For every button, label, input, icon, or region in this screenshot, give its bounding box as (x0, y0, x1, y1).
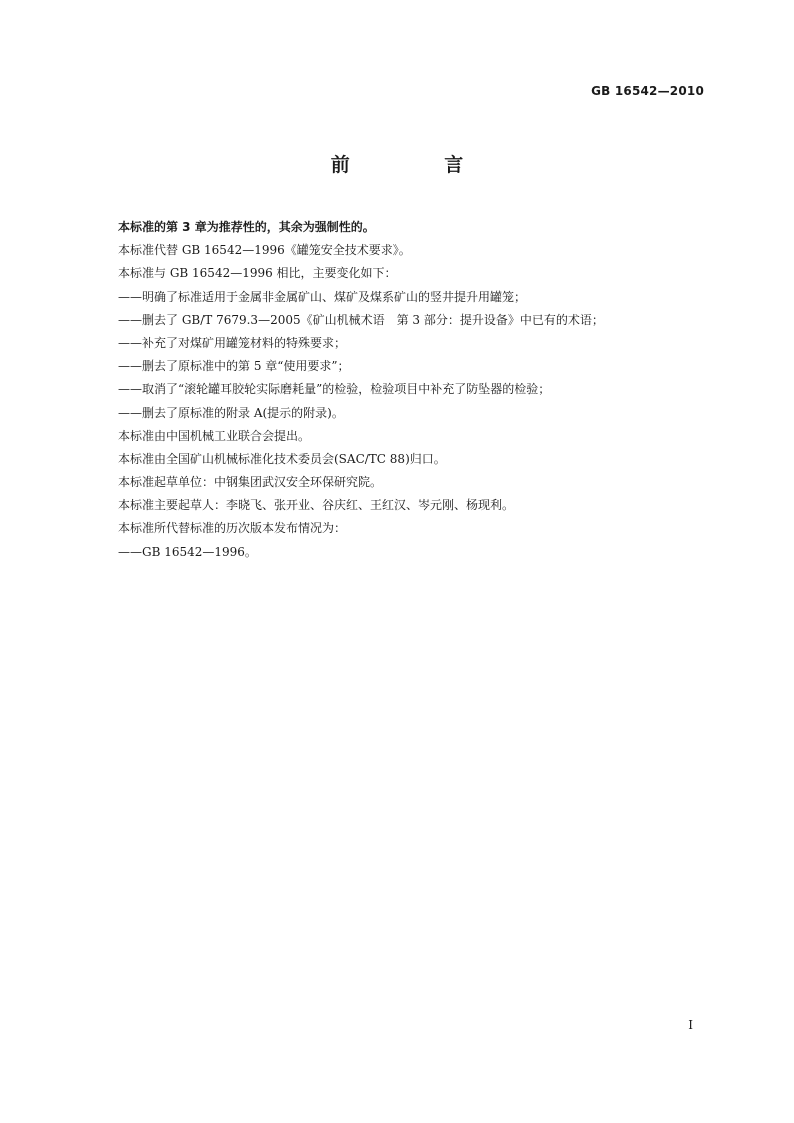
list-item: ——明确了标准适用于金属非金属矿山、煤矿及煤系矿山的竖井提升用罐笼； (118, 289, 527, 304)
text-line: 本标准主要起草人：李晓飞、张开业、谷庆红、王红汉、岑元刚、杨现利。 (118, 498, 515, 513)
list-item: ——取消了“滚轮罐耳胶轮实际磨耗量”的检验，检验项目中补充了防坠器的检验； (118, 382, 551, 397)
page-title: 前 言 (330, 154, 508, 176)
foreword-body (118, 216, 708, 564)
text-line: 本标准代替 GB 16542—1996《罐笼安全技术要求》。 (118, 243, 411, 258)
text-line: 本标准所代替标准的历次版本发布情况为： (118, 521, 347, 536)
text-line: 本标准的第 3 章为推荐性的，其余为强制性的。 (118, 220, 375, 234)
text-line: 本标准由中国机械工业联合会提出。 (118, 428, 311, 443)
page-number: I (688, 1018, 693, 1032)
list-item: ——删去了 GB/T 7679.3—2005《矿山机械术语 第 3 部分：提升设备》中已有的术语； (118, 312, 604, 327)
list-item: ——删去了原标准中的第 5 章“使用要求”； (118, 359, 350, 374)
standard-number: GB 16542—2010 (591, 84, 704, 98)
text-line: 本标准起草单位：中钢集团武汉安全环保研究院。 (118, 475, 383, 490)
list-item: ——删去了原标准的附录 A(提示的附录)。 (118, 405, 344, 420)
text-line: 本标准由全国矿山机械标准化技术委员会(SAC/TC 88)归口。 (118, 451, 446, 466)
list-item: ——补充了对煤矿用罐笼材料的特殊要求； (118, 335, 347, 350)
text-line: 本标准与 GB 16542—1996 相比，主要变化如下： (118, 266, 397, 281)
list-item: ——GB 16542—1996。 (118, 544, 257, 559)
